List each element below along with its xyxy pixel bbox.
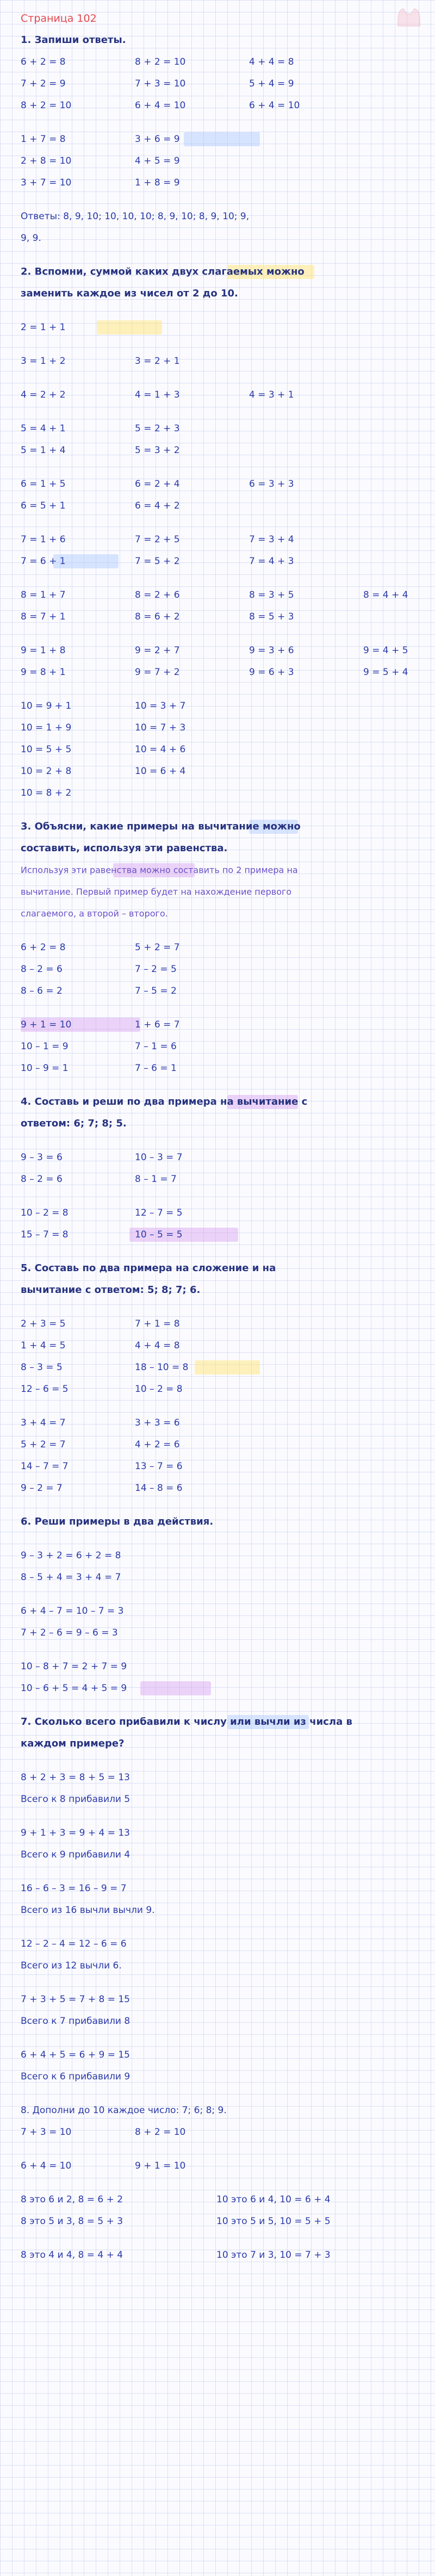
equation: 3 = 1 + 2	[21, 356, 66, 367]
equation: 5 + 2 = 7	[135, 942, 180, 953]
equation: 10 = 3 + 7	[135, 701, 186, 711]
task-heading	[21, 838, 423, 859]
line-gap	[21, 1246, 423, 1258]
line-gap	[21, 1866, 423, 1878]
equation-row	[21, 495, 423, 517]
line-gap	[21, 2232, 423, 2244]
equation: 8 – 6 = 2	[21, 986, 63, 996]
line-text: 3. Объясни, какие примеры на вычитание можно	[21, 821, 301, 832]
equation-row	[21, 1434, 423, 1456]
line-gap	[21, 2032, 423, 2044]
equation: 10 = 1 + 9	[21, 722, 72, 733]
equation: 10 – 8 + 7 = 2 + 7 = 9	[21, 1661, 127, 1672]
equation-row	[21, 1378, 423, 1400]
equation-row	[21, 739, 423, 760]
equation: 5 + 2 = 7	[21, 1439, 66, 1450]
equation: 10 это 5 и 5, 10 = 5 + 5	[216, 2216, 331, 2227]
equation-row	[21, 1600, 423, 1622]
equation-row	[21, 937, 423, 958]
equation: 9 + 1 = 10	[21, 1019, 72, 1030]
equation: 7 – 1 = 6	[135, 1041, 177, 1052]
line-gap	[21, 116, 423, 128]
equation: 3 + 7 = 10	[21, 177, 72, 188]
equation: 7 = 3 + 4	[249, 534, 294, 545]
equation-row	[21, 782, 423, 804]
line-gap	[21, 572, 423, 584]
line-gap	[21, 1002, 423, 1014]
text-line	[21, 206, 423, 227]
equation: 14 – 7 = 7	[21, 1461, 69, 1472]
line-text: слагаемого, а второй – второго.	[21, 908, 168, 919]
equation-row	[21, 150, 423, 172]
line-gap	[21, 1079, 423, 1091]
equation-row	[21, 1335, 423, 1357]
equation-row	[21, 2121, 423, 2143]
equation: 7 – 5 = 2	[135, 986, 177, 996]
line-gap	[21, 1135, 423, 1147]
equation: 10 = 6 + 4	[135, 766, 186, 777]
line-gap	[21, 338, 423, 350]
text-line	[21, 2066, 423, 2088]
equation: 8 – 3 = 5	[21, 1362, 63, 1373]
equation-row	[21, 2189, 423, 2210]
equation: 4 = 3 + 1	[249, 389, 294, 400]
equation: 8 – 5 + 4 = 3 + 4 = 7	[21, 1572, 121, 1583]
line-text: Всего из 16 вычли вычли 9.	[21, 1905, 155, 1916]
explanation-note	[21, 881, 423, 903]
equation: 8 это 4 и 4, 8 = 4 + 4	[21, 2250, 123, 2261]
equation: 9 = 4 + 5	[363, 645, 408, 656]
equation: 8 = 3 + 5	[249, 590, 294, 600]
line-gap	[21, 249, 423, 261]
task-heading	[21, 1733, 423, 1755]
equation: 3 + 4 = 7	[21, 1417, 66, 1428]
line-gap	[21, 2088, 423, 2100]
equation-row	[21, 529, 423, 550]
equation: 3 + 3 = 6	[135, 1417, 180, 1428]
equation: 8 = 2 + 6	[135, 590, 180, 600]
equation: 10 = 8 + 2	[21, 788, 72, 798]
equation: 7 + 3 = 10	[21, 2127, 72, 2138]
equation: 6 = 5 + 1	[21, 500, 66, 511]
equation: 12 – 6 = 5	[21, 1384, 69, 1395]
equation: 8 = 4 + 4	[363, 590, 408, 600]
equation: 8 = 6 + 2	[135, 611, 180, 622]
line-gap	[21, 461, 423, 473]
line-text: 6. Реши примеры в два действия.	[21, 1516, 214, 1527]
equation: 9 – 3 = 6	[21, 1152, 63, 1163]
line-gap	[21, 2143, 423, 2155]
line-gap	[21, 1921, 423, 1933]
equation-row	[21, 128, 423, 150]
line-text: Всего к 9 прибавили 4	[21, 1849, 130, 1860]
equation: 6 + 2 = 8	[21, 942, 66, 953]
equation: 8 + 2 = 10	[21, 100, 72, 111]
line-text: каждом примере?	[21, 1738, 125, 1749]
equation-row	[21, 1677, 423, 1699]
equation-row	[21, 1566, 423, 1588]
line-gap	[21, 406, 423, 418]
equation: 10 = 4 + 6	[135, 744, 186, 755]
line-gap	[21, 517, 423, 529]
equation-row	[21, 606, 423, 628]
task-heading	[21, 1711, 423, 1733]
equation: 9 = 1 + 8	[21, 645, 66, 656]
equation: 10 – 6 + 5 = 4 + 5 = 9	[21, 1683, 127, 1694]
equation-row	[21, 717, 423, 739]
equation: 8 + 2 = 10	[135, 57, 186, 67]
equation: 8 = 5 + 3	[249, 611, 294, 622]
line-gap	[21, 194, 423, 206]
equation: 4 + 5 = 9	[135, 156, 180, 166]
equation-row	[21, 1168, 423, 1190]
line-text: ответом: 6; 7; 8; 5.	[21, 1118, 127, 1129]
line-gap	[21, 1499, 423, 1511]
equation: 5 = 1 + 4	[21, 445, 66, 456]
equation-row	[21, 1357, 423, 1378]
line-gap	[21, 1644, 423, 1656]
equation: 6 = 3 + 3	[249, 479, 294, 490]
equation: 8 – 2 = 6	[21, 1174, 63, 1185]
equation-row	[21, 73, 423, 95]
equation: 9 = 5 + 4	[363, 667, 408, 678]
equation: 13 – 7 = 6	[135, 1461, 183, 1472]
equation-row	[21, 317, 423, 338]
equation: 9 – 3 + 2 = 6 + 2 = 8	[21, 1550, 121, 1561]
equation: 10 = 2 + 8	[21, 766, 72, 777]
task-heading	[21, 1091, 423, 1113]
equation-row	[21, 95, 423, 116]
task-heading	[21, 283, 423, 305]
line-gap	[21, 804, 423, 816]
text-line	[21, 1788, 423, 1810]
equation-row	[21, 1656, 423, 1677]
equation: 8 это 5 и 3, 8 = 5 + 3	[21, 2216, 123, 2227]
equation: 4 = 1 + 3	[135, 389, 180, 400]
equation: 14 – 8 = 6	[135, 1483, 183, 1494]
equation: 15 – 7 = 8	[21, 1229, 69, 1240]
line-text: Всего из 12 вычли 6.	[21, 1960, 122, 1971]
line-text: составить, используя эти равенства.	[21, 843, 228, 854]
equation-row	[21, 2244, 423, 2266]
line-gap	[21, 925, 423, 937]
equation: 10 = 7 + 3	[135, 722, 186, 733]
equation-row	[21, 1313, 423, 1335]
line-gap	[21, 1810, 423, 1822]
equation-row	[21, 980, 423, 1002]
equation: 1 + 7 = 8	[21, 134, 66, 145]
equation: 6 + 4 = 10	[21, 2160, 72, 2171]
line-text: Всего к 6 прибавили 9	[21, 2071, 130, 2082]
line-text: 1. Запиши ответы.	[21, 34, 126, 46]
equation: 10 = 9 + 1	[21, 701, 72, 711]
equation: 4 + 2 = 6	[135, 1439, 180, 1450]
equation: 7 + 2 = 9	[21, 78, 66, 89]
equation: 8 это 6 и 2, 8 = 6 + 2	[21, 2194, 123, 2205]
equation: 7 – 6 = 1	[135, 1063, 177, 1074]
line-text: 9, 9.	[21, 233, 41, 244]
equation: 1 + 4 = 5	[21, 1340, 66, 1351]
task-heading	[21, 261, 423, 283]
line-gap	[21, 683, 423, 695]
equation: 10 это 7 и 3, 10 = 7 + 3	[216, 2250, 331, 2261]
line-text: Всего к 7 прибавили 8	[21, 2016, 130, 2027]
equation: 9 = 3 + 6	[249, 645, 294, 656]
equation-row	[21, 550, 423, 572]
line-gap	[21, 1190, 423, 1202]
equation-row	[21, 384, 423, 406]
equation: 9 = 7 + 2	[135, 667, 180, 678]
equation: 3 + 6 = 9	[135, 134, 180, 145]
equation: 4 = 2 + 2	[21, 389, 66, 400]
equation: 6 + 4 = 10	[249, 100, 300, 111]
equation-row	[21, 2155, 423, 2177]
equation: 10 это 6 и 4, 10 = 6 + 4	[216, 2194, 331, 2205]
equation: 9 – 2 = 7	[21, 1483, 63, 1494]
equation: 6 + 2 = 8	[21, 57, 66, 67]
task-heading	[21, 1279, 423, 1301]
equation: 10 – 2 = 8	[21, 1208, 69, 1218]
text-line	[21, 1955, 423, 1977]
equation: 5 = 3 + 2	[135, 445, 180, 456]
task-heading	[21, 816, 423, 838]
equation: 8 + 2 + 3 = 8 + 5 = 13	[21, 1772, 130, 1783]
line-gap	[21, 305, 423, 317]
equation: 6 = 1 + 5	[21, 479, 66, 490]
equation: 7 + 1 = 8	[135, 1318, 180, 1329]
equation: 4 + 4 = 8	[135, 1340, 180, 1351]
task-heading	[21, 29, 423, 51]
equation: 6 + 4 – 7 = 10 – 7 = 3	[21, 1606, 124, 1617]
line-text: 5. Составь по два примера на сложение и на	[21, 1262, 276, 1274]
page-title: Страница 102	[21, 13, 97, 24]
equation-row	[21, 2210, 423, 2232]
equation-row	[21, 958, 423, 980]
equation: 8 = 1 + 7	[21, 590, 66, 600]
equation: 7 = 2 + 5	[135, 534, 180, 545]
equation-row	[21, 1989, 423, 2010]
equation: 1 + 6 = 7	[135, 1019, 180, 1030]
text-line	[21, 2010, 423, 2032]
equation: 7 + 3 = 10	[135, 78, 186, 89]
equation-row	[21, 172, 423, 194]
equation-row	[21, 1822, 423, 1844]
equation: 8 = 7 + 1	[21, 611, 66, 622]
equation-row	[21, 760, 423, 782]
equation: 8 – 1 = 7	[135, 1174, 177, 1185]
equation: 5 = 4 + 1	[21, 423, 66, 434]
equation: 7 = 5 + 2	[135, 556, 180, 567]
line-text: 4. Составь и реши по два примера на вычитание с	[21, 1096, 308, 1107]
equation: 7 + 2 – 6 = 9 – 6 = 3	[21, 1627, 118, 1638]
line-text: 8. Дополни до 10 каждое число: 7; 6; 8; 9.	[21, 2105, 227, 2116]
answer-page	[21, 0, 423, 2266]
equation-row	[21, 350, 423, 372]
equation: 3 = 2 + 1	[135, 356, 180, 367]
line-text: Всего к 8 прибавили 5	[21, 1794, 130, 1805]
equation: 7 – 2 = 5	[135, 964, 177, 975]
equation-row	[21, 1456, 423, 1477]
equation-row	[21, 1147, 423, 1168]
equation: 6 = 2 + 4	[135, 479, 180, 490]
equation: 5 + 4 = 9	[249, 78, 294, 89]
equation-row	[21, 661, 423, 683]
equation: 1 + 8 = 9	[135, 177, 180, 188]
task-heading	[21, 1511, 423, 1533]
equation-row	[21, 1036, 423, 1057]
line-gap	[21, 1400, 423, 1412]
equation: 9 + 1 + 3 = 9 + 4 = 13	[21, 1828, 130, 1838]
explanation-note	[21, 859, 423, 881]
text-line	[21, 2100, 423, 2121]
equation-row	[21, 439, 423, 461]
equation: 10 – 5 = 5	[135, 1229, 183, 1240]
line-gap	[21, 1755, 423, 1767]
text-line	[21, 1899, 423, 1921]
equation: 12 – 2 – 4 = 12 – 6 = 6	[21, 1939, 127, 1949]
text-line	[21, 227, 423, 249]
explanation-note	[21, 903, 423, 925]
equation: 9 + 1 = 10	[135, 2160, 186, 2171]
equation-row	[21, 1477, 423, 1499]
line-text: Используя эти равенства можно составить по 2 примера на	[21, 865, 298, 875]
line-gap	[21, 2177, 423, 2189]
equation: 7 + 3 + 5 = 7 + 8 = 15	[21, 1994, 130, 2005]
line-text: вычитание. Первый пример будет на нахождение первого	[21, 887, 292, 897]
equation: 2 + 3 = 5	[21, 1318, 66, 1329]
equation-row	[21, 1545, 423, 1566]
line-gap	[21, 1588, 423, 1600]
equation: 9 = 8 + 1	[21, 667, 66, 678]
equation: 6 = 4 + 2	[135, 500, 180, 511]
equation-row	[21, 418, 423, 439]
line-text: 2. Вспомни, суммой каких двух слагаемых можно	[21, 266, 304, 277]
equation-row	[21, 1224, 423, 1246]
line-gap	[21, 1533, 423, 1545]
line-text: 7. Сколько всего прибавили к числу или вычли из числа в	[21, 1716, 352, 1727]
equation-row	[21, 1878, 423, 1899]
equation: 4 + 4 = 8	[249, 57, 294, 67]
line-text: заменить каждое из чисел от 2 до 10.	[21, 288, 238, 299]
line-gap	[21, 1301, 423, 1313]
equation: 6 + 4 = 10	[135, 100, 186, 111]
equation: 9 = 2 + 7	[135, 645, 180, 656]
equation-row	[21, 1202, 423, 1224]
equation: 8 – 2 = 6	[21, 964, 63, 975]
equation: 7 = 6 + 1	[21, 556, 66, 567]
equation-row	[21, 1014, 423, 1036]
equation-row	[21, 1767, 423, 1788]
task-heading	[21, 1258, 423, 1279]
line-text: Ответы: 8, 9, 10; 10, 10, 10; 8, 9, 10; 8, 9, 10; 9,	[21, 211, 250, 222]
equation: 10 = 5 + 5	[21, 744, 72, 755]
equation: 8 + 2 = 10	[135, 2127, 186, 2138]
equation: 18 – 10 = 8	[135, 1362, 189, 1373]
equation-row	[21, 1057, 423, 1079]
equation: 10 – 2 = 8	[135, 1384, 183, 1395]
line-gap	[21, 628, 423, 640]
equation: 12 – 7 = 5	[135, 1208, 183, 1218]
line-text: вычитание с ответом: 5; 8; 7; 6.	[21, 1284, 201, 1296]
equation-row	[21, 473, 423, 495]
text-line	[21, 1844, 423, 1866]
equation: 5 = 2 + 3	[135, 423, 180, 434]
equation: 10 – 1 = 9	[21, 1041, 69, 1052]
equation: 2 = 1 + 1	[21, 322, 66, 333]
equation-row	[21, 1622, 423, 1644]
equation: 10 – 3 = 7	[135, 1152, 183, 1163]
equation-row	[21, 584, 423, 606]
answer-lines	[21, 29, 423, 2266]
equation-row	[21, 51, 423, 73]
equation: 9 = 6 + 3	[249, 667, 294, 678]
equation: 6 + 4 + 5 = 6 + 9 = 15	[21, 2049, 130, 2060]
line-gap	[21, 1977, 423, 1989]
equation-row	[21, 1933, 423, 1955]
equation: 7 = 4 + 3	[249, 556, 294, 567]
task-heading	[21, 1113, 423, 1135]
equation: 10 – 9 = 1	[21, 1063, 69, 1074]
line-gap	[21, 1699, 423, 1711]
equation-row	[21, 1412, 423, 1434]
equation-row	[21, 2044, 423, 2066]
equation: 2 + 8 = 10	[21, 156, 72, 166]
equation: 7 = 1 + 6	[21, 534, 66, 545]
equation: 16 – 6 – 3 = 16 – 9 = 7	[21, 1883, 127, 1894]
equation-row	[21, 695, 423, 717]
equation-row	[21, 640, 423, 661]
line-gap	[21, 372, 423, 384]
